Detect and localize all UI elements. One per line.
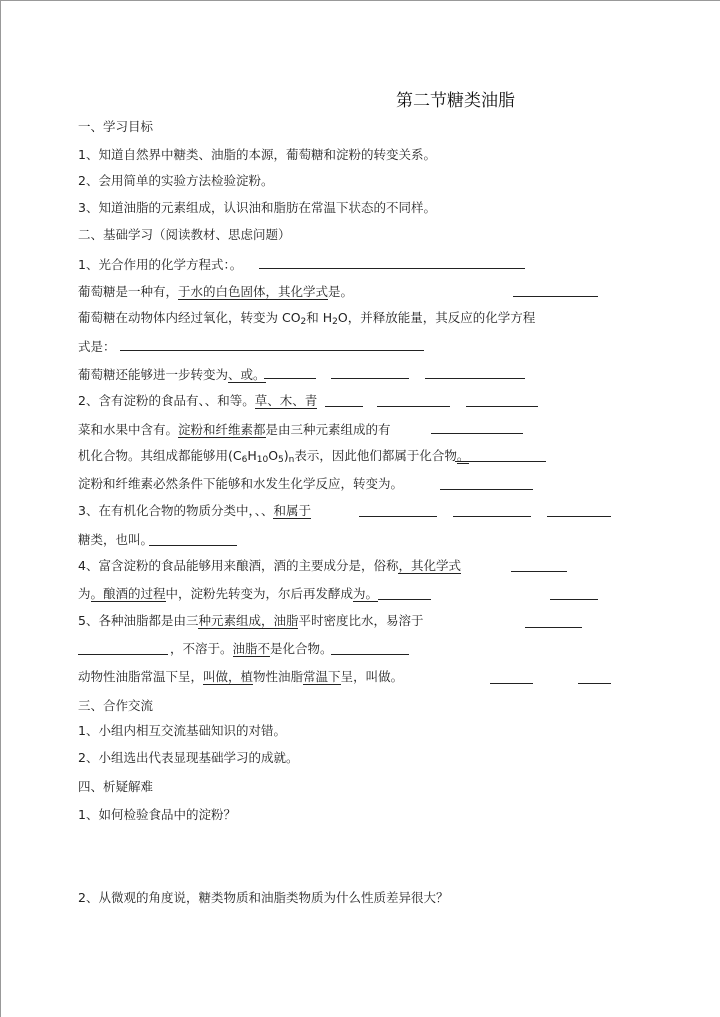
question-hydrolysis: 淀粉和纤维素必然条件下能够和水发生化学反应，转变为。 [78,476,404,491]
answer-blank[interactable] [550,599,598,600]
answer-blank[interactable] [547,516,611,517]
cooperation-item-1: 1、小组内相互交流基础知识的对错。 [78,723,286,738]
answer-blank[interactable] [377,406,450,407]
answer-blank[interactable] [78,654,168,655]
answer-blank[interactable] [455,461,546,462]
answer-blank[interactable] [525,627,582,628]
page-border-top [0,0,720,1]
question-equation-label: 式是： [78,339,116,354]
answer-blank[interactable] [325,406,363,407]
section-heading-objectives: 一、学习目标 [78,119,154,134]
discussion-question-1: 1、如何检验食品中的淀粉？ [78,807,236,822]
objective-item-2: 2、会用简单的实验方法检验淀粉。 [78,173,274,188]
answer-blank[interactable] [259,268,525,269]
section-heading-cooperation: 三、合作交流 [78,698,154,713]
question-oils-solubility: ，不溶于。油脂不是化合物。 [170,641,333,656]
answer-blank[interactable] [378,599,431,600]
answer-blank[interactable] [149,545,237,546]
question-glucose-conversion: 葡萄糖还能够进一步转变为、或。 [78,367,266,382]
answer-blank[interactable] [490,683,533,684]
question-formula: 机化合物。其组成都能够用$(C_6H_{10}O_5)_n$表示，因此他们都属于化合物。 [78,448,470,465]
answer-blank[interactable] [513,296,598,297]
answer-blank[interactable] [511,571,567,572]
discussion-question-2: 2、从微观的角度说，糖类物质和油脂类物质为什么性质差异很大？ [78,890,449,905]
answer-blank[interactable] [359,516,437,517]
answer-blank[interactable] [453,516,531,517]
objective-item-1: 1、知道自然界中糖类、油脂的本源，葡萄糖和淀粉的转变关系。 [78,147,436,162]
page-title: 第二节糖类油脂 [396,91,515,111]
page-border-left [0,0,1,1017]
answer-blank[interactable] [264,378,316,379]
section-heading-discussion: 四、析疑解难 [78,779,154,794]
question-oils-state: 动物性油脂常温下呈，叫做，植物性油脂常温下呈，叫做。 [78,669,404,684]
answer-blank[interactable] [331,378,409,379]
answer-blank[interactable] [425,378,525,379]
question-glucose-oxidation: 葡萄糖在动物体内经过氧化，转变为 $CO_2$和 $H_2O$，并释放能量，其反应的化学方程 [78,310,536,327]
question-oils-elements: 5、各种油脂都是由三种元素组成，油脂平时密度比水，易溶于 [78,613,424,628]
section-heading-basic-study: 二、基础学习（阅读教材、思虑问题） [78,227,291,242]
question-classification: 3、在有机化合物的物质分类中，、、和属于 [78,503,311,518]
question-brewing-process: 为。酿酒的过程中，淀粉先转变为，尔后再发酵成为。 [78,586,379,601]
cooperation-item-2: 2、小组选出代表显现基础学习的成就。 [78,750,299,765]
answer-blank[interactable] [120,350,424,351]
question-photosynthesis: 1、光合作用的化学方程式：。 [78,257,243,272]
question-cellulose: 菜和水果中含有。淀粉和纤维素都是由三种元素组成的有 [78,422,391,437]
answer-blank[interactable] [466,406,538,407]
answer-blank[interactable] [578,683,611,684]
answer-blank[interactable] [331,654,409,655]
objective-item-3: 3、知道油脂的元素组成，认识油和脂肪在常温下状态的不同样。 [78,200,436,215]
answer-blank[interactable] [431,433,523,434]
answer-blank[interactable] [440,489,533,490]
question-sugar-class: 糖类，也叫。 [78,532,154,547]
question-brewing: 4、富含淀粉的食品能够用来酿酒，酒的主要成分是，俗称，其化学式 [78,558,461,573]
question-starch-foods: 2、含有淀粉的食品有、、和等。草、木、青 [78,393,318,408]
question-glucose-properties: 葡萄糖是一种有，于水的白色固体，其化学式是。 [78,284,354,299]
